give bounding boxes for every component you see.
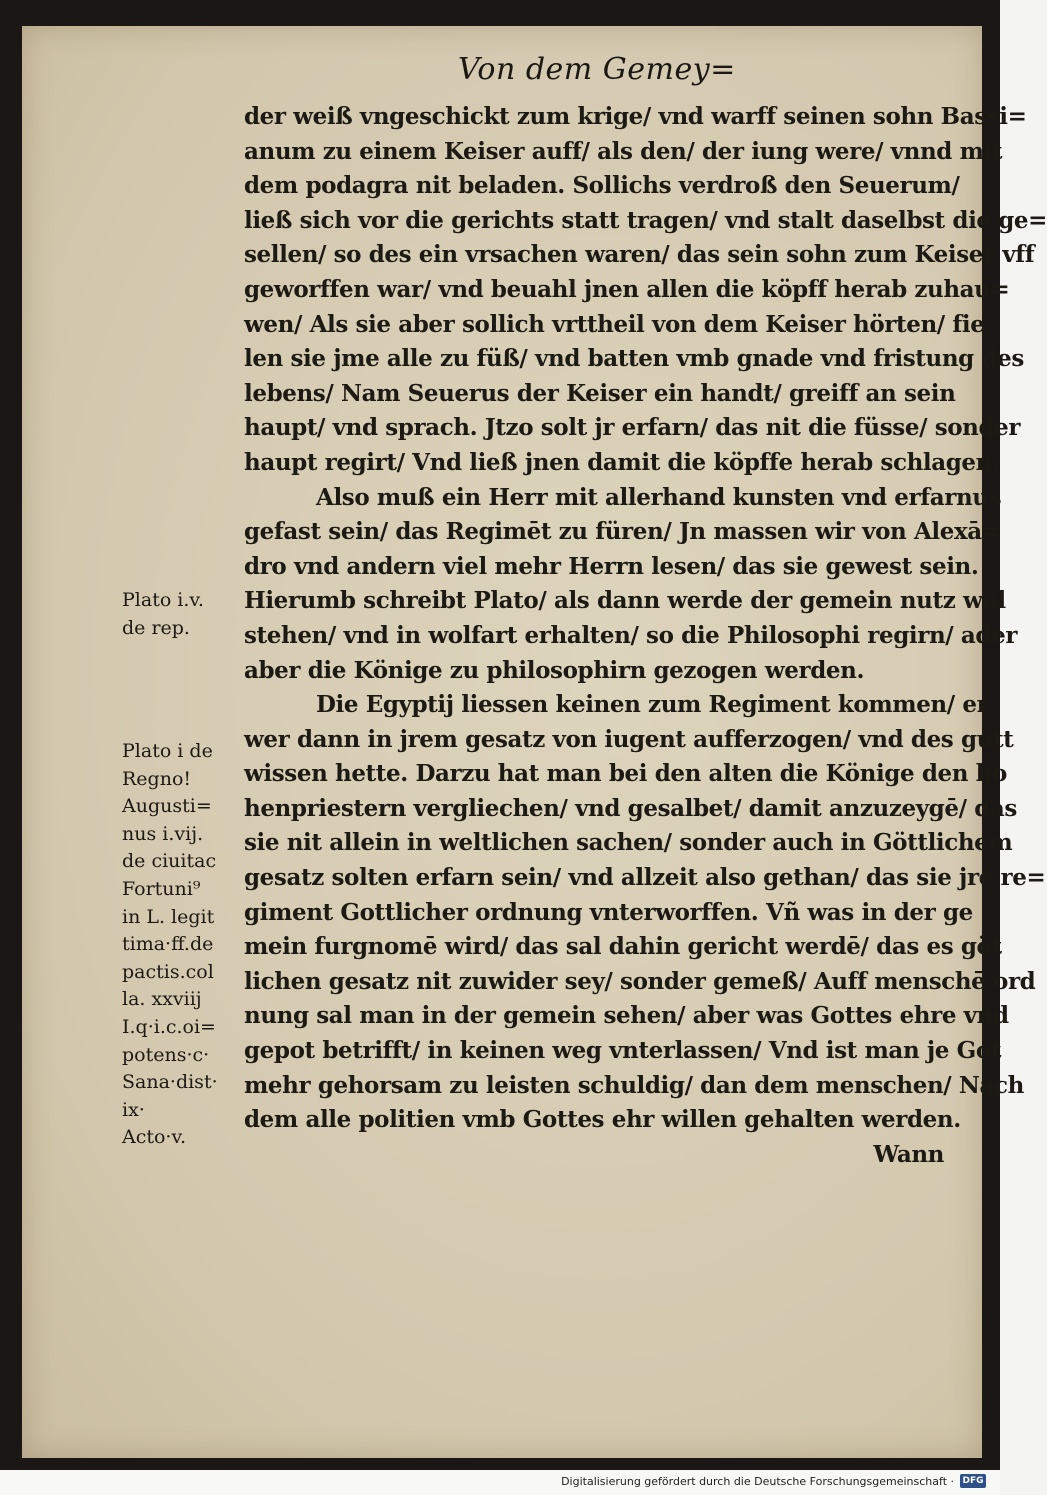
margin-note-line: Plato i de bbox=[122, 740, 213, 762]
text-line: gefast sein/ das Regimēt zu füren/ Jn massen wir von Alexā= bbox=[244, 518, 1001, 546]
catchword: Wann bbox=[873, 1140, 944, 1168]
margin-note-line: ix· bbox=[122, 1098, 145, 1121]
text-line: geworffen war/ vnd beuahl jnen allen die köpff herab zuhau= bbox=[244, 275, 1010, 303]
text-line: dem podagra nit beladen. Sollichs verdroß den Seuerum/ bbox=[244, 172, 960, 200]
text-line: nung sal man in der gemein sehen/ aber was Gottes ehre vnd bbox=[244, 1002, 1009, 1030]
text-line: giment Gottlicher ordnung vnterworffen. Vñ was in der ge bbox=[244, 898, 973, 926]
margin-note-line: de ciuitac bbox=[122, 850, 217, 873]
funding-credit: Digitalisierung gefördert durch die Deutsche Forschungsgemeinschaft · bbox=[561, 1475, 954, 1488]
margin-note-line: I.q·i.c.oi= bbox=[122, 1015, 216, 1038]
margin-note-line: Plato i.v. bbox=[122, 589, 204, 611]
text-line: mehr gehorsam zu leisten schuldig/ dan dem menschen/ Nach bbox=[244, 1071, 1024, 1099]
margin-note-line: de rep. bbox=[122, 616, 190, 639]
text-line: wissen hette. Darzu hat man bei den alten die Könige den ho bbox=[244, 760, 1007, 788]
footer-bar bbox=[0, 1470, 1000, 1495]
text-line: henpriestern vergliechen/ vnd gesalbet/ damit anzuzeygē/ das bbox=[244, 794, 1017, 822]
margin-note-line: Augusti= bbox=[122, 795, 212, 818]
dfg-logo-icon: DFG bbox=[960, 1474, 986, 1488]
margin-note-line: tima·ff.de bbox=[122, 933, 214, 956]
text-line: Also muß ein Herr mit allerhand kunsten vnd erfarnus bbox=[316, 483, 1002, 511]
running-header: Von dem Gemey= bbox=[458, 52, 736, 87]
body-text bbox=[244, 100, 1047, 1172]
text-line: stehen/ vnd in wolfart erhalten/ so die Philosophi regirn/ ader bbox=[244, 621, 1018, 649]
text-line: wer dann in jrem gesatz von iugent aufferzogen/ vnd des gutt bbox=[244, 725, 1014, 753]
text-line: gepot betrifft/ in keinen weg vnterlassen/ Vnd ist man je Got bbox=[244, 1037, 1002, 1065]
text-line: lebens/ Nam Seuerus der Keiser ein handt/ greiff an sein bbox=[244, 379, 956, 407]
margin-note-line: Regno! bbox=[122, 767, 192, 790]
text-line: haupt regirt/ Vnd ließ jnen damit die köpffe herab schlagen. bbox=[244, 448, 1000, 476]
text-line: Hierumb schreibt Plato/ als dann werde der gemein nutz wol bbox=[244, 587, 1006, 615]
text-line: der weiß vngeschickt zum krige/ vnd warff seinen sohn Bassi= bbox=[244, 103, 1027, 130]
margin-note-line: in L. legit bbox=[122, 905, 215, 928]
margin-note-line: Acto·v. bbox=[122, 1126, 186, 1149]
text-line: lichen gesatz nit zuwider sey/ sonder gemeß/ Auff menschē ord bbox=[244, 967, 1036, 995]
text-line: Die Egyptij liessen keinen zum Regiment kommen/ er bbox=[316, 691, 989, 719]
text-line: len sie jme alle zu füß/ vnd batten vmb gnade vnd fristung des bbox=[244, 345, 1024, 373]
text-line: mein furgnomē wird/ das sal dahin gericht werdē/ das es göt bbox=[244, 933, 1002, 961]
text-line: aber die Könige zu philosophirn gezogen werden. bbox=[244, 656, 865, 684]
margin-note-plato-rep bbox=[122, 587, 247, 642]
margin-note-line: la. xxviij bbox=[122, 988, 202, 1011]
margin-note-citations bbox=[122, 738, 247, 1152]
margin-note-line: Sana·dist· bbox=[122, 1071, 218, 1094]
text-line: anum zu einem Keiser auff/ als den/ der iung were/ vnnd mit bbox=[244, 137, 1003, 165]
text-line: dro vnd andern viel mehr Herrn lesen/ das sie gewest sein. bbox=[244, 552, 979, 580]
text-line: wen/ Als sie aber sollich vrttheil von dem Keiser hörten/ fie bbox=[244, 310, 985, 338]
margin-note-line: pactis.col bbox=[122, 960, 214, 983]
text-line: ließ sich vor die gerichts statt tragen/ vnd stalt daselbst die ge= bbox=[244, 206, 1047, 234]
text-line: haupt/ vnd sprach. Jtzo solt jr erfarn/ das nit die füsse/ sonder bbox=[244, 414, 1021, 442]
margin-note-line: Fortuni⁹ bbox=[122, 877, 201, 900]
text-line: sie nit allein in weltlichen sachen/ sonder auch in Göttlichem bbox=[244, 829, 1013, 857]
margin-note-line: potens·c· bbox=[122, 1043, 210, 1066]
text-line: sellen/ so des ein vrsachen waren/ das sein sohn zum Keiser vff bbox=[244, 241, 1035, 269]
text-line: dem alle politien vmb Gottes ehr willen gehalten werden. bbox=[244, 1106, 961, 1134]
margin-note-line: nus i.vij. bbox=[122, 822, 204, 845]
text-line: gesatz solten erfarn sein/ vnd allzeit also gethan/ das sie jre re= bbox=[244, 864, 1046, 892]
